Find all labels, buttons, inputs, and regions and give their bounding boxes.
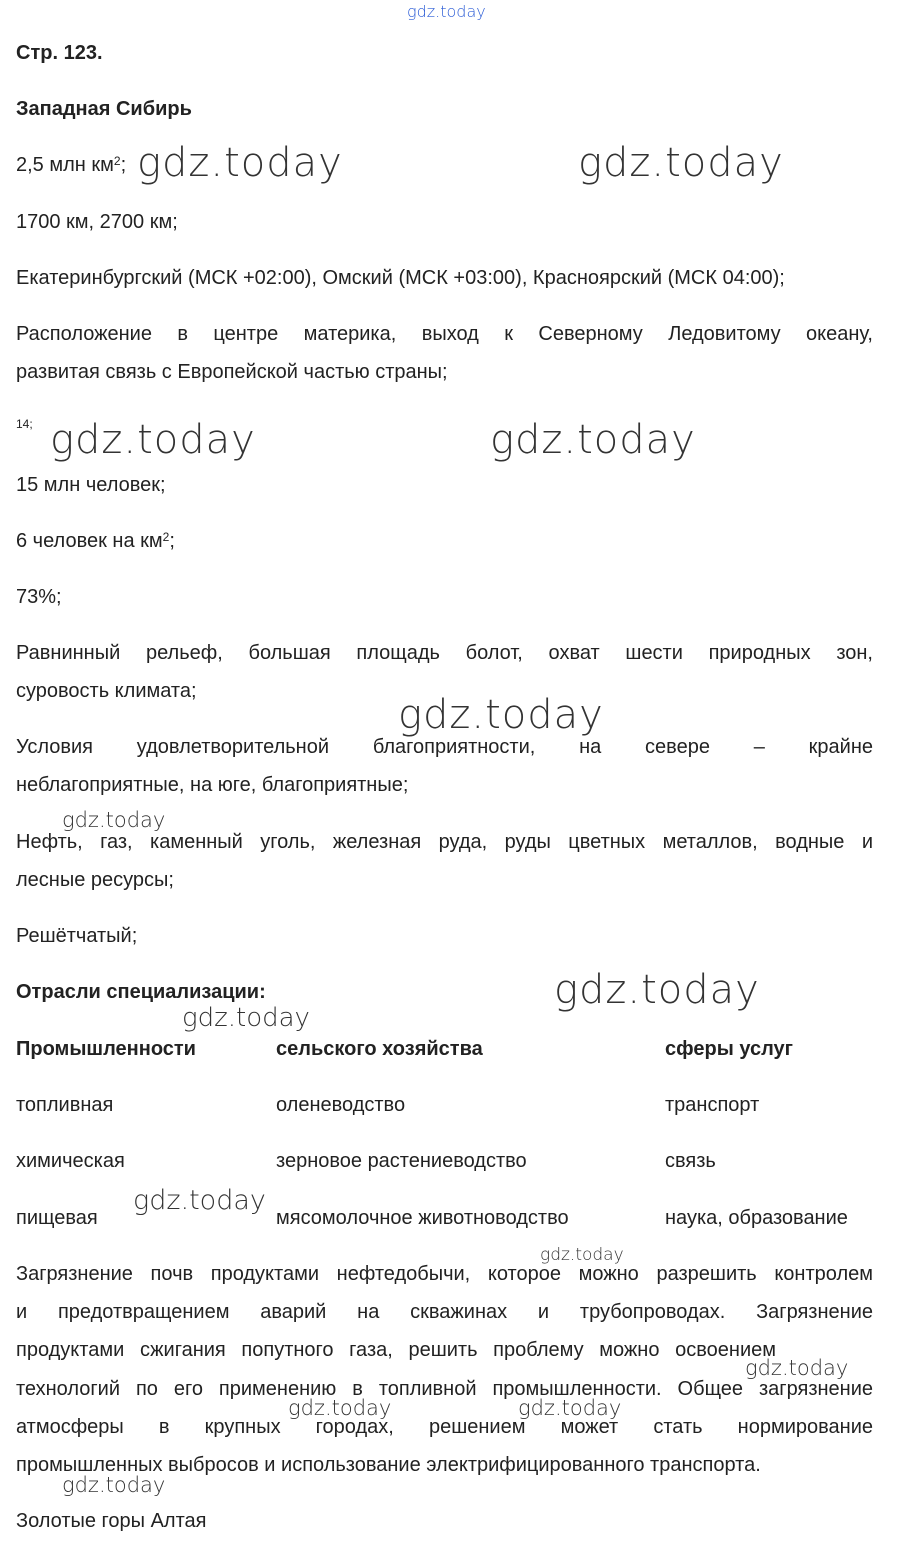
table-header: сельского хозяйства (276, 1038, 483, 1060)
area-sup: 2 (113, 154, 121, 168)
density-tail: ; (169, 530, 175, 552)
ecology-line-3: продуктами сжигания попутного газа, решить проблему можно освоением (16, 1339, 776, 1361)
watermark: gdz.today (490, 417, 696, 463)
table-cell: оленеводство (276, 1094, 406, 1116)
density-line (16, 529, 175, 553)
area-line (16, 153, 126, 177)
watermark: gdz.today (745, 1356, 849, 1380)
table-cell: химическая (16, 1150, 125, 1172)
density-text: 6 человек на км (16, 530, 163, 552)
watermark: gdz.today (554, 967, 760, 1013)
resources-line-1: Нефть, газ, каменный уголь, железная руда, руды цветных металлов, водные и (16, 831, 873, 853)
watermark: gdz.today (133, 1185, 266, 1216)
page-heading: Стр. 123. (16, 42, 103, 64)
population-line: 15 млн человек; (16, 474, 166, 496)
watermark: gdz.today (288, 1396, 392, 1420)
watermark: gdz.today (62, 1473, 166, 1497)
ecology-line-6: промышленных выбросов и использование электрифицированного транспорта. (16, 1454, 761, 1476)
watermark: gdz.today (62, 808, 166, 832)
watermark: gdz.today (137, 140, 343, 186)
table-header: Промышленности (16, 1038, 196, 1060)
conditions-line-1: Условия удовлетворительной благоприятности, на севере – крайне (16, 736, 873, 758)
table-header: сферы услуг (665, 1038, 793, 1060)
conditions-line-2: неблагоприятные, на юге, благоприятные; (16, 774, 409, 796)
watermark: gdz.today (540, 1245, 624, 1265)
ecology-line-5: атмосферы в крупных городах, решением может стать нормирование (16, 1416, 873, 1438)
area-text: 2,5 млн км (16, 154, 114, 176)
watermark: gdz.today (578, 140, 784, 186)
watermark: gdz.today (407, 2, 486, 21)
table-cell: зерновое растениеводство (276, 1150, 527, 1172)
region-title: Западная Сибирь (16, 98, 192, 120)
location-line-2: развитая связь с Европейской частью страны; (16, 361, 448, 383)
subjects-sup: 14 (16, 417, 30, 431)
features-line-2: суровость климата; (16, 680, 197, 702)
area-tail: ; (120, 154, 127, 176)
watermark: gdz.today (182, 1003, 310, 1033)
ecology-line-1: Загрязнение почв продуктами нефтедобычи, которое можно разрешить контролем (16, 1263, 873, 1285)
dimensions-line: 1700 км, 2700 км; (16, 211, 178, 233)
urban-line: 73%; (16, 586, 62, 608)
table-cell: наука, образование (665, 1207, 848, 1229)
features-line-1: Равнинный рельеф, большая площадь болот, охват шести природных зон, (16, 642, 873, 664)
transport-network-line: Решётчатый; (16, 925, 138, 947)
table-cell: связь (665, 1150, 716, 1172)
ecology-line-2: и предотвращением аварий на скважинах и трубопроводах. Загрязнение (16, 1301, 873, 1323)
heritage-line: Золотые горы Алтая (16, 1510, 207, 1532)
location-line-1: Расположение в центре материка, выход к Северному Ледовитому океану, (16, 323, 873, 345)
subjects-tail: ; (29, 417, 33, 431)
subjects-line (16, 416, 33, 440)
table-cell: топливная (16, 1094, 114, 1116)
table-cell: мясомолочное животноводство (276, 1207, 569, 1229)
table-cell: транспорт (665, 1094, 760, 1116)
density-sup: 2 (162, 530, 170, 544)
ecology-line-4: технологий по его применению в топливной промышленности. Общее загрязнение (16, 1378, 873, 1400)
time-zones-line: Екатеринбургский (МСК +02:00), Омский (МСК +03:00), Красноярский (МСК 04:00); (16, 267, 785, 289)
specialization-heading: Отрасли специализации: (16, 981, 266, 1003)
resources-line-2: лесные ресурсы; (16, 869, 174, 891)
table-cell: пищевая (16, 1207, 98, 1229)
watermark: gdz.today (50, 417, 256, 463)
watermark: gdz.today (398, 692, 604, 738)
watermark: gdz.today (518, 1396, 622, 1420)
